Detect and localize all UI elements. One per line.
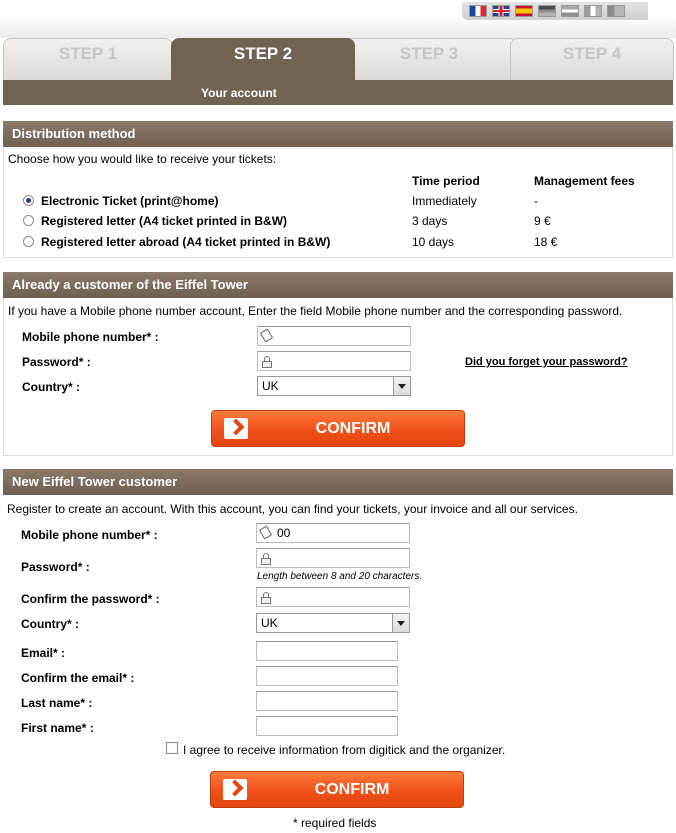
existing-confirm-label: CONFIRM <box>315 420 391 437</box>
radio-registered-abroad[interactable] <box>23 236 34 247</box>
option-time-registered: 3 days <box>412 214 448 228</box>
new-password-label: Password* : <box>21 560 90 574</box>
new-country-label: Country* : <box>21 617 79 631</box>
firstname-label: First name* : <box>21 721 94 735</box>
option-label-abroad: Registered letter abroad (A4 ticket printed in B&W) <box>41 235 331 249</box>
required-note: * required fields <box>293 816 377 830</box>
distribution-section <box>3 147 673 258</box>
step-tabs <box>3 38 673 105</box>
new-password-input[interactable] <box>256 548 410 568</box>
time-period-header: Time period <box>412 174 480 188</box>
option-fee-abroad: 18 € <box>534 235 558 249</box>
chevron-down-icon[interactable] <box>393 377 410 395</box>
lock-icon <box>262 356 273 368</box>
arrow-right-icon <box>224 418 248 439</box>
existing-country-value: UK <box>262 379 279 393</box>
radio-registered-letter[interactable] <box>23 215 34 226</box>
phone-icon <box>259 525 272 539</box>
forgot-password-link[interactable]: Did you forget your password? <box>465 356 628 368</box>
lastname-label: Last name* : <box>21 696 93 710</box>
language-flags <box>462 2 648 20</box>
arrow-right-icon <box>223 779 247 800</box>
existing-customer-header: Already a customer of the Eiffel Tower <box>3 272 673 298</box>
existing-password-input[interactable] <box>257 351 411 371</box>
chevron-down-icon[interactable] <box>392 614 409 632</box>
step-subtitle: Your account <box>201 86 277 100</box>
option-time-electronic: Immediately <box>412 194 477 208</box>
option-fee-electronic: - <box>534 194 538 208</box>
distribution-header: Distribution method <box>3 121 673 147</box>
optin-label: I agree to receive information from digitick and the organizer. <box>183 743 506 757</box>
phone-icon <box>260 328 273 342</box>
new-confirm-label: CONFIRM <box>314 781 390 798</box>
language-bar <box>0 0 676 38</box>
flag-de-icon[interactable] <box>538 5 556 17</box>
radio-electronic-ticket[interactable] <box>23 195 34 206</box>
flag-fr-icon[interactable] <box>469 5 487 17</box>
option-time-abroad: 10 days <box>412 235 455 249</box>
new-phone-label: Mobile phone number* : <box>21 528 158 542</box>
option-label-electronic: Electronic Ticket (print@home) <box>41 194 219 208</box>
email-label: Email* : <box>21 646 66 660</box>
tab-step-1: STEP 1 <box>3 38 173 80</box>
existing-intro: If you have a Mobile phone number account, Enter the field Mobile phone number and the corresponding password. <box>8 304 623 318</box>
lock-icon <box>261 592 272 604</box>
lock-icon <box>261 553 272 565</box>
confirm-password-label: Confirm the password* : <box>21 592 160 606</box>
new-customer-section <box>3 495 673 833</box>
fees-header: Management fees <box>534 174 635 188</box>
tab-step-3: STEP 3 <box>340 38 518 80</box>
flag-es-icon[interactable] <box>515 5 533 17</box>
flag-uk-icon[interactable] <box>492 5 510 17</box>
tab-step-2-active: STEP 2 <box>171 38 355 80</box>
existing-country-label: Country* : <box>22 380 80 394</box>
flag-pt-icon[interactable] <box>607 5 625 17</box>
optin-checkbox[interactable] <box>166 742 178 754</box>
existing-phone-label: Mobile phone number* : <box>22 330 159 344</box>
existing-country-select[interactable] <box>257 376 411 396</box>
existing-password-label: Password* : <box>22 355 91 369</box>
option-fee-registered: 9 € <box>534 214 551 228</box>
new-country-value: UK <box>261 616 278 630</box>
new-phone-value: 00 <box>277 526 291 540</box>
new-intro: Register to create an account. With this account, you can find your tickets, your invoice and all our services. <box>7 502 578 516</box>
password-hint: Length between 8 and 20 characters. <box>257 571 423 582</box>
existing-customer-section <box>3 298 673 456</box>
tab-step-4: STEP 4 <box>510 38 674 80</box>
new-country-select[interactable] <box>256 613 410 633</box>
option-label-registered: Registered letter (A4 ticket printed in B&W) <box>41 214 288 228</box>
flag-it-icon[interactable] <box>584 5 602 17</box>
new-confirm-button[interactable] <box>210 771 464 808</box>
step-bar <box>3 80 673 105</box>
confirm-password-input[interactable] <box>256 587 410 607</box>
existing-phone-input[interactable] <box>257 326 411 346</box>
firstname-input[interactable] <box>256 716 398 736</box>
existing-confirm-button[interactable] <box>211 410 465 447</box>
distribution-intro: Choose how you would like to receive your tickets: <box>8 152 277 166</box>
new-phone-input[interactable] <box>256 523 410 543</box>
flag-nl-icon[interactable] <box>561 5 579 17</box>
confirm-email-label: Confirm the email* : <box>21 671 135 685</box>
email-input[interactable] <box>256 641 398 661</box>
lastname-input[interactable] <box>256 691 398 711</box>
new-customer-header: New Eiffel Tower customer <box>3 469 673 495</box>
confirm-email-input[interactable] <box>256 666 398 686</box>
